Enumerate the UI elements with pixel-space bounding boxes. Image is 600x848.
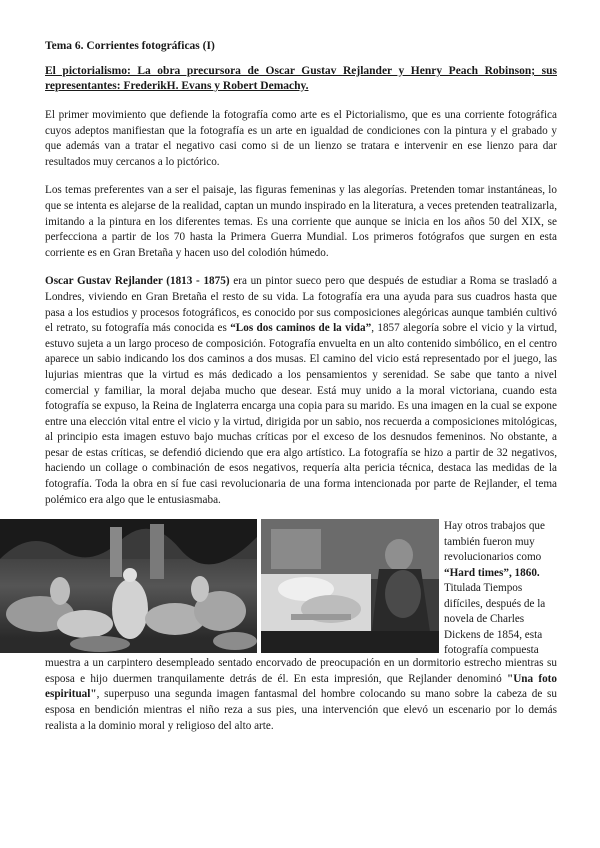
spiritual-photo-title: "Una foto espiritual": [45, 672, 557, 701]
topic-heading: Tema 6. Corrientes fotográficas (I): [45, 40, 215, 52]
side-line: también fueron muy: [444, 535, 535, 548]
hard-times-title: “Hard times”, 1860.: [444, 566, 540, 579]
side-line: novela de Charles: [444, 613, 525, 626]
hard-times-photo: [261, 519, 439, 653]
figures-row: [45, 519, 557, 657]
paragraph-rejlander: [45, 274, 557, 508]
side-line: Hay otros trabajos que: [444, 520, 545, 533]
hard-times-text-b: , superpuso una segunda imagen fantasmal del hombre colocando su mano sobre la cabeza de su esposa en bendición mientras el niño reza a sus pies, una intervención que elevó un escenario por lo demás realista a la dominio moral y religioso del alto arte.: [45, 688, 557, 732]
two-ways-of-life-title: “Los dos caminos de la vida”: [230, 322, 372, 335]
two-ways-of-life-image: [0, 519, 257, 653]
two-ways-of-life-photo: [0, 519, 257, 653]
rejlander-text-a: era un pintor sueco pero que después de estudiar a Roma se trasladó a Londres, viviendo en Gran Bretaña el resto de su vida. La fotografía era una ayuda para sus cuadros hasta que pasa a los estudios y procesos fotográficos, es conocido por sus composiciones alegóricas aunque también cultivó el retrato, su fotografía más conocida es: [45, 275, 557, 335]
document-page: [45, 40, 557, 734]
rejlander-text-b: , 1857 alegoría sobre el vicio y la virtud, estuvo sujeta a un largo proceso de composición. Fotografía envuelta en un alto contenido simbólico, en el centro aparece un sabio indicando los dos caminos a dos musas. El camino del vicio está representado por el juego, las lujurias mientras que la virtud es más dedicado a los pensamientos y serenidad. Se sabe que tanto a nivel comercial y familiar, la moral dejaba mucho que desear. Está muy unido a la moral victoriana, cuando esta fotografía se expuso, la Reina de Inglaterra encarga una copia para su marido. Es una imagen en la cual se expone entre una elección vital entre el vicio y la virtud, dirigida por un sabio, nos recuerda a composiciones mitológicas, al principio esta imagen estuvo bajo muchas críticas por el exceso de los desnudos femeninos. No obstante, a pesar de estas críticas, se defendió diciendo que era algo artístico. La fotografía se hizo a partir de 32 negativos, haciendo un collage o combinación de esos negativos, requería alta pericia técnica, destaca las medidas de la fotografía. Toda la obra en sí fue casi revolucionaria de una forma intencionada por parte de Rejlander, el tema polémico era algo que le entusiasmaba.: [45, 322, 557, 506]
side-line: revolucionarios como: [444, 551, 542, 564]
side-line: Dickens de 1854, esta: [444, 628, 543, 641]
paragraph-pictorialism-intro: El primer movimiento que defiende la fotografía como arte es el Pictorialismo, que es una corriente fotográfica cuyos adeptos manifiestan que la fotografía es un arte en igualdad de condiciones con la pintura y el grabado y que además van a tratar el negativo casi como si de un lienzo se tratara e intervenir en ese lienzo para dar resultados muy cercanos a lo pictórico.: [45, 109, 557, 168]
side-line: fotografía compuesta: [444, 644, 539, 657]
rejlander-name: Oscar Gustav Rejlander (1813 - 1875): [45, 275, 230, 288]
side-line: Titulada Tiempos: [444, 582, 523, 595]
hard-times-side-text: [444, 519, 557, 659]
paragraph-hard-times: [45, 656, 557, 734]
hard-times-text-a: muestra a un carpintero desempleado sentado encorvado de preocupación en un dormitorio estrecho mientras su esposa e hijo duermen tranquilamente detrás de él. En esta impresión, que Rejlander denominó: [45, 657, 557, 685]
section-title: El pictorialismo: La obra precursora de Oscar Gustav Rejlander y Henry Peach Robinson; sus representantes: FrederikH. Evans y Robert Demachy.: [45, 65, 557, 92]
hard-times-image: [261, 519, 439, 653]
side-line: difíciles, después de la: [444, 597, 546, 610]
paragraph-themes: Los temas preferentes van a ser el paisaje, las figuras femeninas y las alegorías. Pretenden tomar instantáneas, lo que se intenta es alejarse de la realidad, captan un mundo inspirado en la literatura, a veces pretenden teatralizarla, imitando a la pintura en los diferentes temas. Es una corriente que aunque se inicia en los años 50 del XIX, se perfecciona a partir de los 70 hasta la Primera Guerra Mundial. Los primeros fotógrafos que surgen en esta corriente es en Gran Bretaña y hacen uso del colodión húmedo.: [45, 184, 557, 259]
